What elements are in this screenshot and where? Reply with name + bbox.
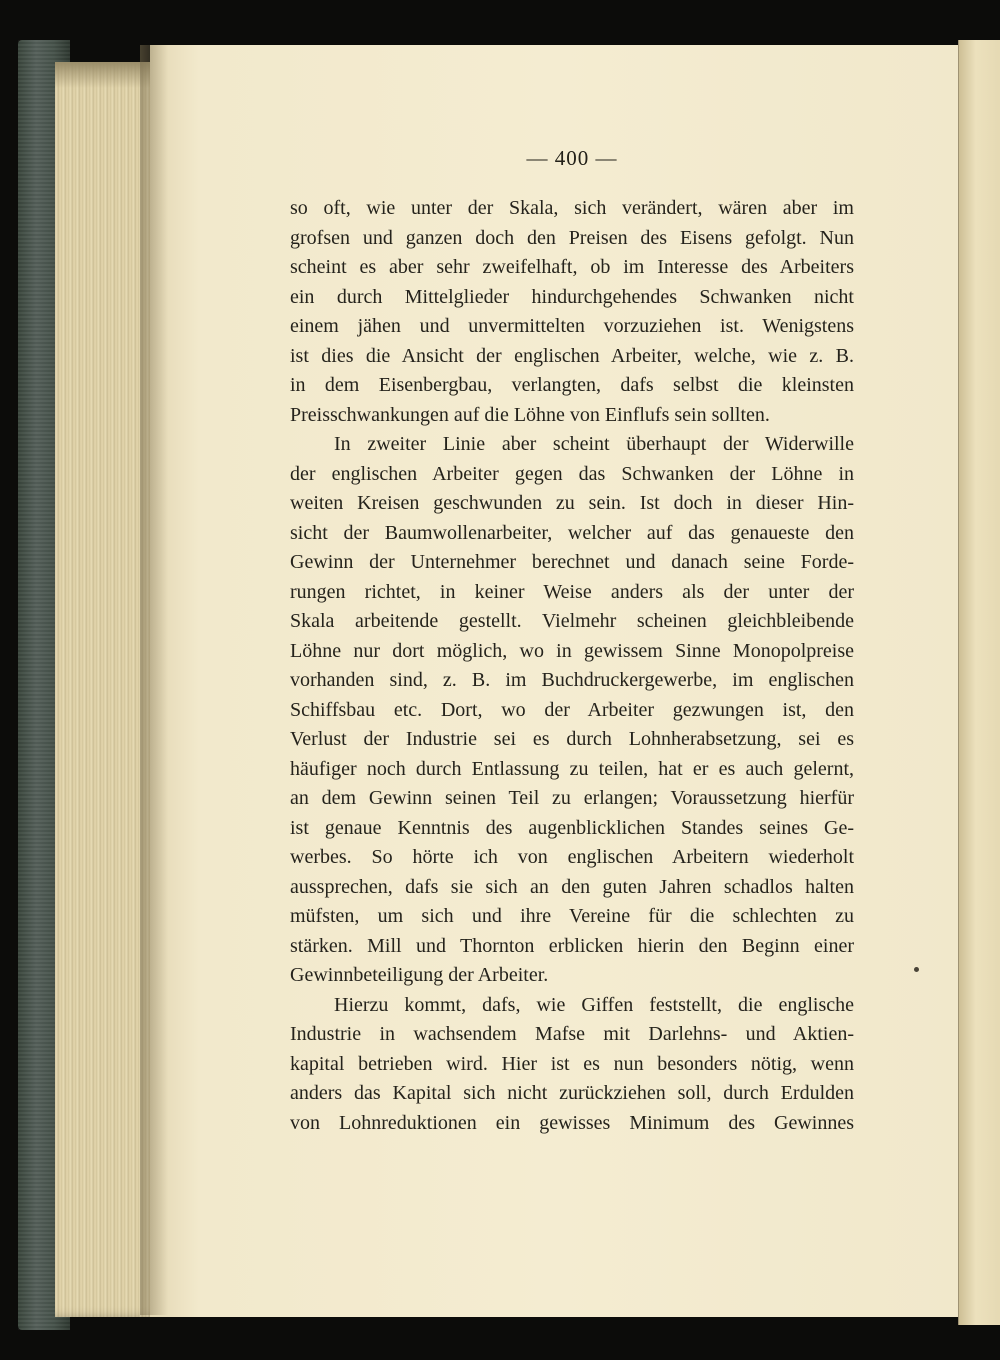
text-line: grofsen und ganzen doch den Preisen des Eisens gefolgt. Nun [290, 226, 854, 249]
text-line: müfsten, um sich und ihre Vereine für die schlechten zu [290, 905, 854, 927]
body-text [290, 194, 854, 1138]
text-line: vorhanden sind, z. B. im Buchdruckergewerbe, im englischen [290, 669, 854, 691]
text-line: kapital betrieben wird. Hier ist es nun besonders nötig, wenn [290, 1052, 854, 1075]
text-line: aussprechen, dafs sie sich an den guten Jahren schadlos halten [290, 875, 854, 898]
text-line: Gewinnbeteiligung der Arbeiter. [290, 964, 549, 986]
page-number: — 400 — [526, 146, 618, 170]
text-line: Industrie in wachsendem Mafse mit Darlehns- und Aktien- [290, 1023, 854, 1045]
text-line: häufiger noch durch Entlassung zu teilen, hat er es auch gelernt, [290, 757, 854, 780]
text-line: anders das Kapital sich nicht zurückziehen soll, durch Erdulden [290, 1082, 854, 1104]
text-line: In zweiter Linie aber scheint überhaupt der Widerwille [334, 433, 854, 455]
text-line: Löhne nur dort möglich, wo in gewissem Sinne Monopolpreise [290, 639, 854, 662]
text-line: weiten Kreisen geschwunden zu sein. Ist doch in dieser Hin- [290, 492, 854, 514]
text-line: ein durch Mittelglieder hindurchgehendes Schwanken nicht [290, 285, 854, 308]
text-line: so oft, wie unter der Skala, sich verändert, wären aber im [290, 197, 854, 219]
text-line: der englischen Arbeiter gegen das Schwanken der Löhne in [290, 462, 854, 485]
text-line: einem jähen und unvermittelten vorzuziehen ist. Wenigstens [290, 315, 854, 337]
text-line: scheint es aber sehr zweifelhaft, ob im Interesse des Arbeiters [290, 256, 854, 278]
text-line: ist genaue Kenntnis des augenblicklichen Standes seines Ge- [290, 816, 854, 839]
ink-speck [914, 967, 919, 972]
text-line: ist dies die Ansicht der englischen Arbeiter, welche, wie z. B. [290, 344, 854, 367]
text-line: Skala arbeitende gestellt. Vielmehr scheinen gleichbleibende [290, 610, 854, 632]
text-line: rungen richtet, in keiner Weise anders als der unter der [290, 580, 854, 603]
text-line: Preisschwankungen auf die Löhne von Einflufs sein sollten. [290, 403, 770, 426]
text-line: Verlust der Industrie sei es durch Lohnherabsetzung, sei es [290, 728, 854, 750]
next-page-edge [958, 40, 1000, 1325]
text-line: an dem Gewinn seinen Teil zu erlangen; Voraussetzung hierfür [290, 787, 854, 809]
text-line: Hierzu kommt, dafs, wie Giffen feststellt, die englische [334, 993, 854, 1016]
text-line: Schiffsbau etc. Dort, wo der Arbeiter gezwungen ist, den [290, 698, 854, 721]
text-line: von Lohnreduktionen ein gewisses Minimum des Gewinnes [290, 1111, 854, 1134]
text-line: stärken. Mill und Thornton erblicken hierin den Beginn einer [290, 934, 854, 957]
text-line: sicht der Baumwollenarbeiter, welcher auf das genaueste den [290, 521, 854, 544]
page-gutter-shadow [140, 45, 168, 1315]
text-line: werbes. So hörte ich von englischen Arbeitern wiederholt [290, 846, 854, 868]
text-line: in dem Eisenbergbau, verlangten, dafs selbst die kleinsten [290, 374, 854, 396]
text-line: Gewinn der Unternehmer berechnet und danach seine Forde- [290, 551, 854, 573]
